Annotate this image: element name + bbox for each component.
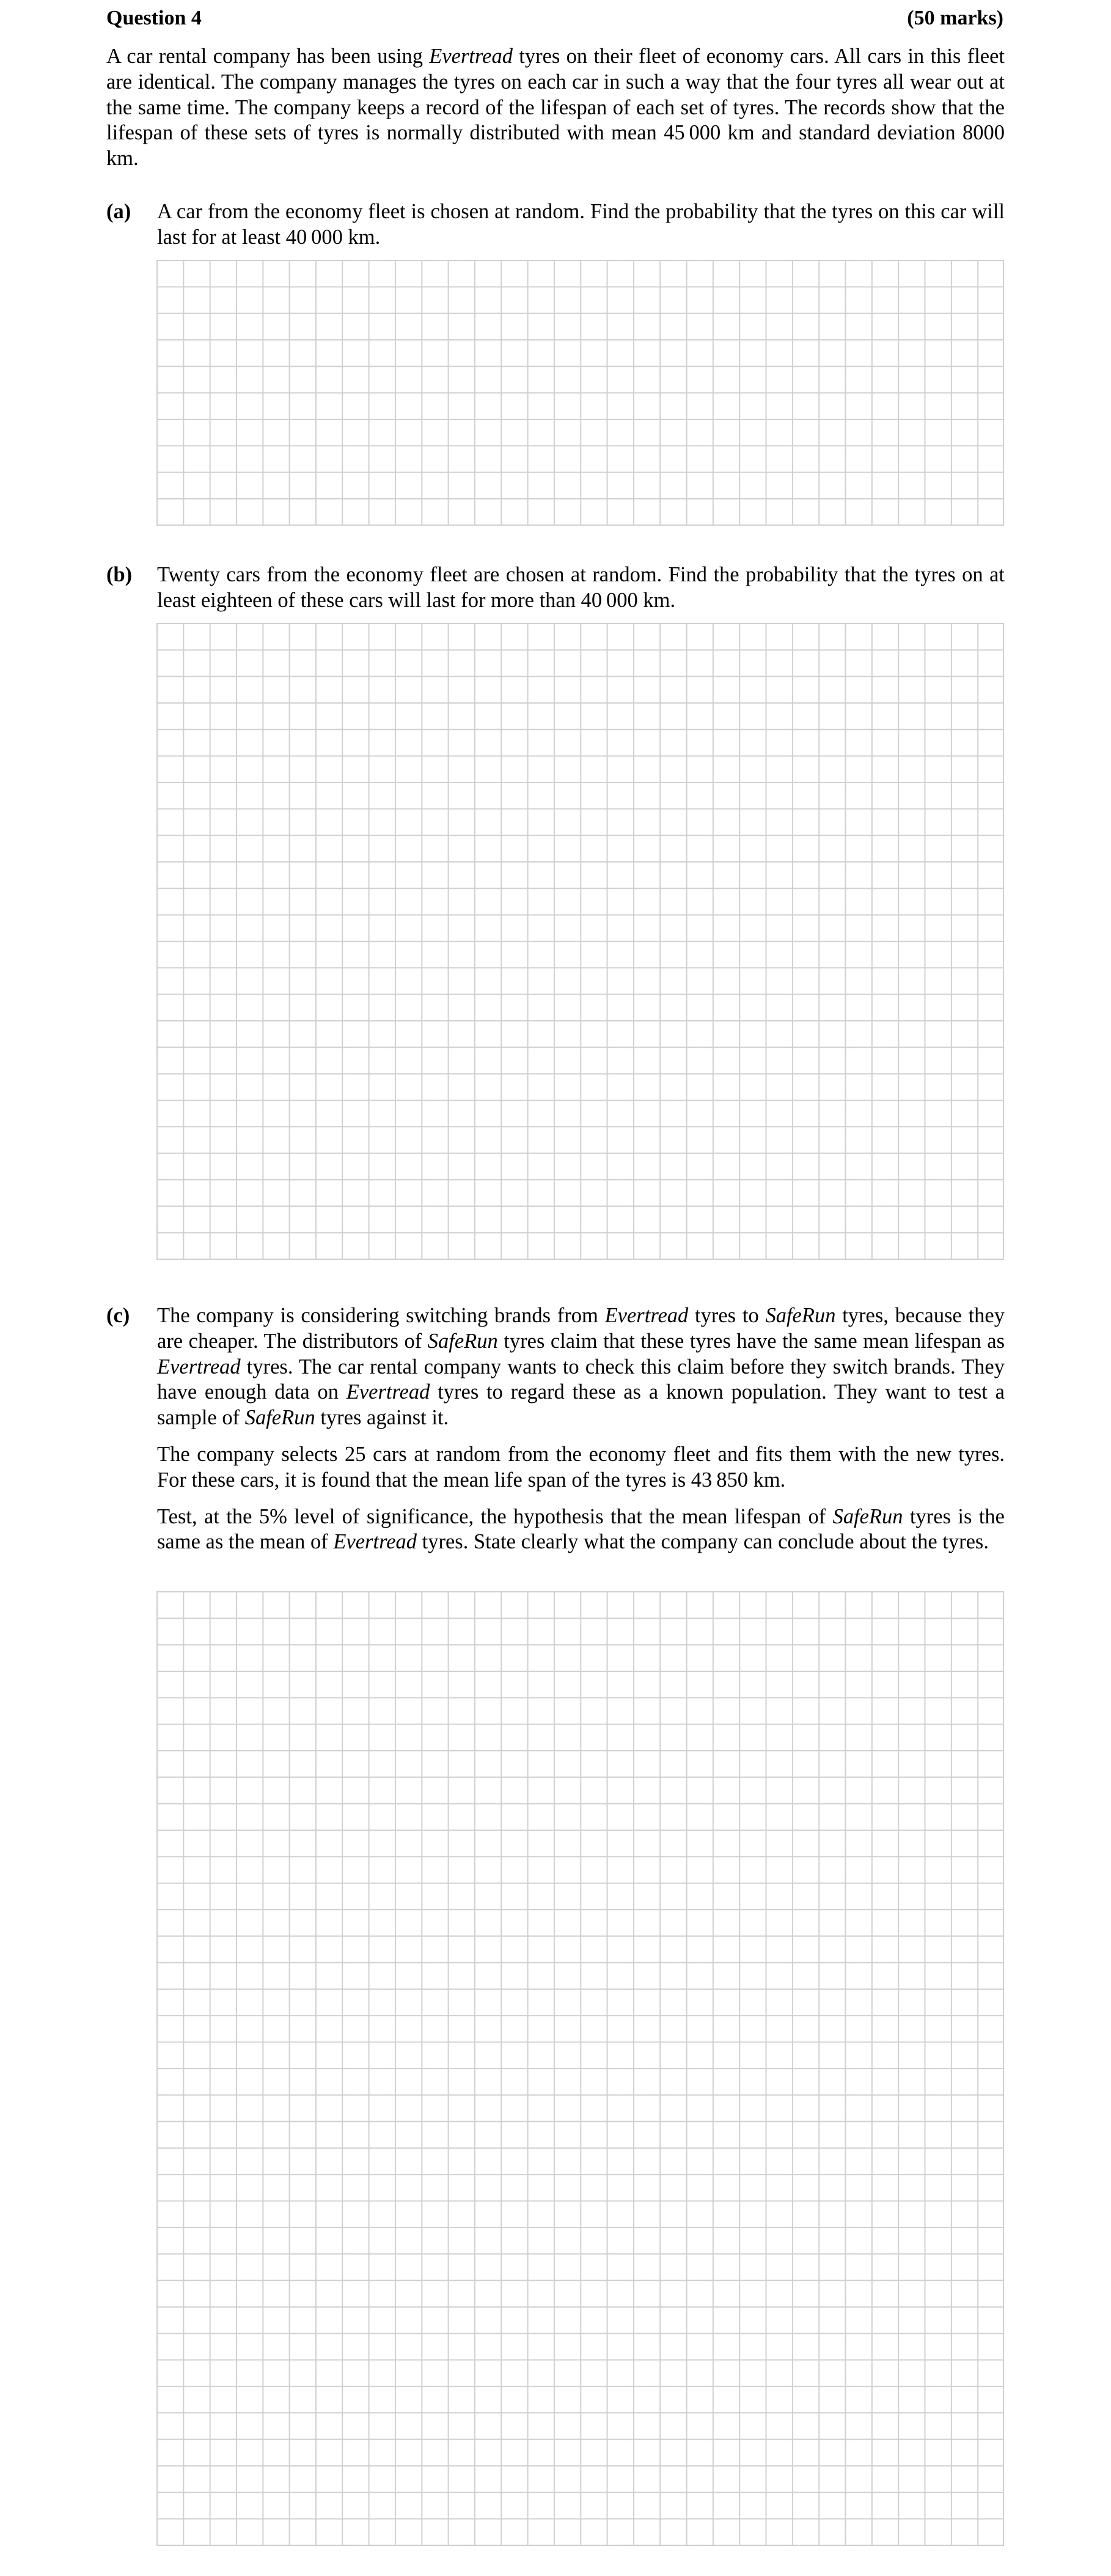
text: tyres to regard these as a known population. They want to test a sample of — [157, 1380, 1005, 1430]
brand-saferun: SafeRun — [832, 1504, 903, 1528]
text: The company is considering switching brands from — [157, 1304, 605, 1327]
brand-saferun: SafeRun — [765, 1304, 836, 1327]
part-b-text — [157, 562, 1005, 614]
text: tyres, because they are cheaper. The distributors of — [157, 1304, 1005, 1353]
part-c-paragraph-2: The company selects 25 cars at random from the economy fleet and fits them with the new tyres. For these cars, it is found that the mean life span of the tyres is 43 850 km. — [157, 1442, 1005, 1492]
text: tyres. The car rental company wants to check this claim before they switch brands. They have enough data on — [157, 1355, 1005, 1404]
answer-grid-a[interactable] — [156, 260, 1004, 526]
text: tyres to — [688, 1304, 766, 1327]
part-c-text — [157, 1303, 1005, 1555]
text: tyres is the same as the mean of — [157, 1504, 1005, 1554]
brand-evertread: Evertread — [429, 45, 513, 68]
brand-saferun: SafeRun — [427, 1329, 498, 1353]
intro-text: A car rental company has been using — [106, 45, 430, 68]
brand-saferun: SafeRun — [244, 1406, 315, 1430]
part-c-paragraph-3 — [157, 1504, 1005, 1556]
part-a-label: (a) — [106, 200, 131, 223]
part-a-text — [157, 199, 1005, 251]
answer-grid-c[interactable] — [156, 1591, 1004, 2546]
text: tyres. State clearly what the company can conclude about the tyres. — [417, 1530, 989, 1554]
text: tyres against it. — [315, 1406, 449, 1430]
part-c-label: (c) — [106, 1304, 130, 1327]
brand-evertread: Evertread — [346, 1380, 430, 1404]
text: Test, at the 5% level of significance, the hypothesis that the mean lifespan of — [157, 1504, 833, 1528]
part-b-question: Twenty cars from the economy fleet are chosen at random. Find the probability that the tyres on at least eighteen of these cars will last for more than 40 000 km. — [157, 563, 1005, 612]
brand-evertread: Evertread — [604, 1304, 689, 1327]
part-b-label: (b) — [106, 563, 133, 586]
brand-evertread: Evertread — [157, 1355, 241, 1378]
question-marks: (50 marks) — [907, 7, 1003, 29]
question-title: Question 4 — [106, 7, 202, 29]
part-c-paragraph-1 — [157, 1303, 1005, 1431]
intro-text: tyres on their fleet of economy cars. All cars in this fleet are identical. The company manages the tyres on each car in such a way that the four tyres all wear out at the same time. The company keeps a record of the lifespan of each set of tyres. The records show that the lifespan of these sets of tyres is normally distributed with mean 45 000 km and standard deviation 8000 km. — [106, 45, 1005, 171]
text: tyres claim that these tyres have the same mean lifespan as — [497, 1329, 1005, 1353]
answer-grid-b[interactable] — [156, 623, 1004, 1260]
question-intro — [106, 44, 1005, 172]
brand-evertread: Evertread — [333, 1530, 417, 1554]
part-a-question: A car from the economy fleet is chosen at random. Find the probability that the tyres on this car will last for at least 40 000 km. — [157, 200, 1005, 249]
